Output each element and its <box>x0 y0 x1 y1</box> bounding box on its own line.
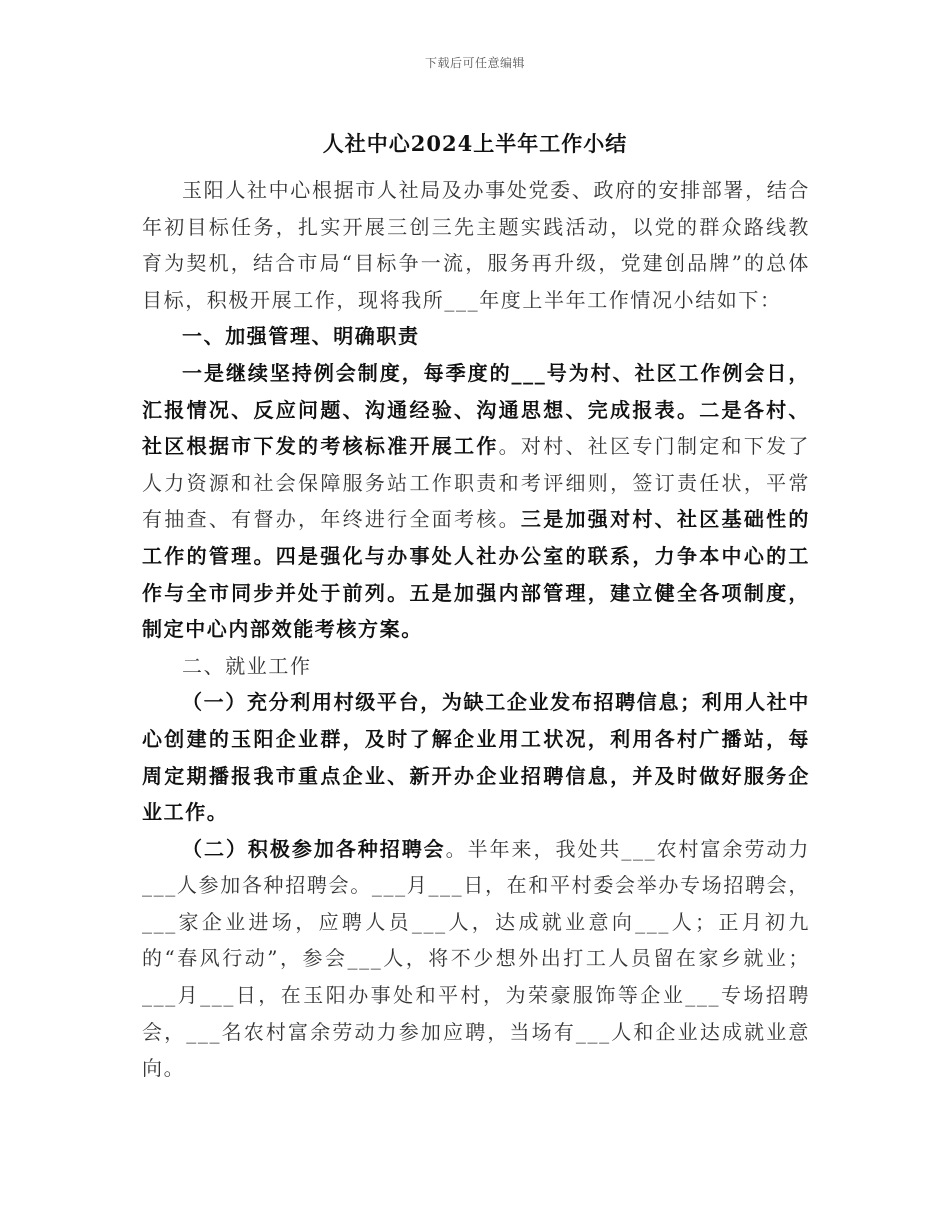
section2-paragraph-2 <box>142 831 810 1087</box>
section-heading-2: 二、就业工作 <box>182 653 312 678</box>
section2-paragraph-1: （一）充分利用村级平台，为缺工企业发布招聘信息；利用人社中心创建的玉阳企业群，及时了解企业用工状况，利用各村广播站，每周定期播报我市重点企业、新开办企业招聘信息，并及时做好服务企业工作。 <box>142 690 810 825</box>
section-heading-1: 一、加强管理、明确职责 <box>182 324 420 349</box>
document-title: 人社中心2024上半年工作小结 <box>322 131 628 156</box>
header-note: 下载后可任意编辑 <box>424 56 525 70</box>
document-body <box>142 172 810 1087</box>
section1-normal-part: 。对村、社区专门制定和下发了人力资源和社会保障服务站工作职责和考评细则，签订责任状，平常有抽查、有督办，年终进行全面考核。 <box>142 434 810 532</box>
section1-bold-part-2: 三是加强对村、社区基础性的工作的管理。四是强化与办事处人社办公室的联系，力争本中心的工作与全市同步并处于前列。五是加强内部管理，建立健全各项制度，制定中心内部效能考核方案。 <box>142 507 810 642</box>
section2-para2-rest: 。半年来，我处共___农村富余劳动力___人参加各种招聘会。___月___日，在和平村委会举办专场招聘会，___家企业进场，应聘人员___人，达成就业意向___人；正月初九的“春风行动”，参会___人，将不少想外出打工人员留在家乡就业；___月___日，在玉阳办事处和平村，为荣豪服饰等企业___专场招聘会，___名农村富余劳动力参加应聘，当场有___人和企业达成就业意向。 <box>142 836 810 1081</box>
section2-para2-bold: （二）积极参加各种招聘会 <box>182 836 446 861</box>
section1-bold-part-1: 一是继续坚持例会制度，每季度的___号为村、社区工作例会日，汇报情况、反应问题、沟通经验、沟通思想、完成报表。二是各村、社区根据市下发的考核标准开展工作 <box>142 360 810 459</box>
intro-paragraph: 玉阳人社中心根据市人社局及办事处党委、政府的安排部署，结合年初目标任务，扎实开展三创三先主题实践活动，以党的群众路线教育为契机，结合市局“目标争一流，服务再升级，党建创品牌”的总体目标，积极开展工作，现将我所___年度上半年工作情况小结如下： <box>142 178 810 312</box>
section1-paragraph <box>142 355 810 648</box>
